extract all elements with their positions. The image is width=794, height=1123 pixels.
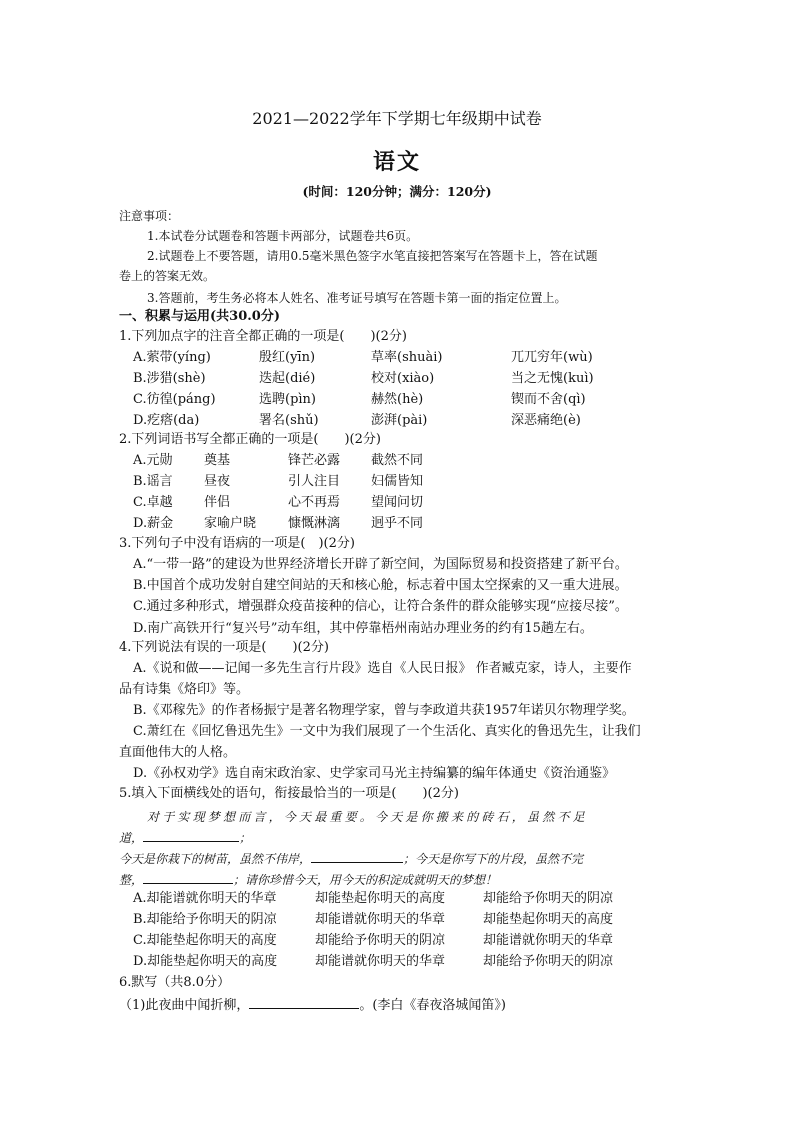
q1-a2: 殷红(yīn) bbox=[259, 350, 316, 365]
q1-b1: B.涉猎(shè) bbox=[133, 371, 206, 386]
q1-b2: 迭起(dié) bbox=[259, 371, 316, 386]
q5-passage-line2-end: ； bbox=[239, 831, 252, 845]
q2-stem: 2.下列词语书写全都正确的一项是( )(2分) bbox=[119, 432, 381, 447]
q5-passage-line4-text-a: 整， bbox=[119, 873, 144, 887]
q1-d3: 澎湃(pài) bbox=[371, 413, 428, 428]
q5-b2: 却能谱就你明天的华章 bbox=[315, 912, 446, 927]
q5-stem: 5.填入下面横线处的语句，衔接最恰当的一项是( )(2分) bbox=[119, 786, 459, 801]
q2-c1: C.卓越 bbox=[133, 495, 173, 510]
q2-a1: A.元勋 bbox=[133, 453, 173, 468]
notes-heading: 注意事项： bbox=[119, 209, 180, 223]
section-heading: 一、积累与运用(共30.0分) bbox=[119, 309, 280, 324]
q5-passage-line2 bbox=[119, 829, 251, 847]
q4-option-c-line2: 直面他伟大的人格。 bbox=[119, 745, 237, 760]
q6-stem: 6.默写（共8.0分） bbox=[119, 975, 231, 990]
q4-option-a-line2: 品有诗集《烙印》等。 bbox=[119, 682, 250, 697]
q3-option-d: D.南广高铁开行“复兴号”动车组，其中停靠梧州南站办理业务的约有15趟左右。 bbox=[133, 621, 593, 636]
q2-b3: 引人注目 bbox=[288, 474, 341, 489]
q6-item-1-source: 。(李白《春夜洛城闻笛》) bbox=[359, 998, 506, 1013]
note-1: 1.本试卷分试题卷和答题卡两部分，试题卷共6页。 bbox=[147, 229, 419, 243]
q2-d4: 迥乎不同 bbox=[371, 516, 424, 531]
q2-a4: 截然不同 bbox=[371, 453, 424, 468]
q2-c4: 望闻问切 bbox=[371, 495, 424, 510]
note-2a: 2.试题卷上不要答题，请用0.5毫米黑色签字水笔直接把答案写在答题卡上，答在试题 bbox=[147, 249, 598, 263]
q5-blank-2[interactable] bbox=[311, 850, 403, 863]
q5-b1: B.却能给予你明天的阴凉 bbox=[133, 912, 277, 927]
q1-a4: 兀兀穷年(wù) bbox=[511, 350, 593, 365]
q2-d3: 慷慨淋漓 bbox=[288, 516, 341, 531]
q1-a3: 草率(shuài) bbox=[371, 350, 443, 365]
q5-d2: 却能谱就你明天的华章 bbox=[315, 954, 446, 969]
q3-option-c: C.通过多种形式，增强群众疫苗接种的信心，让符合条件的群众能够实现“应接尽接”。 bbox=[133, 599, 628, 614]
q6-blank-1[interactable] bbox=[249, 996, 359, 1009]
q5-d1: D.却能垫起你明天的高度 bbox=[133, 954, 278, 969]
q2-a3: 锋芒必露 bbox=[288, 453, 341, 468]
q5-blank-3[interactable] bbox=[143, 871, 233, 884]
q1-c3: 赫然(hè) bbox=[371, 392, 424, 407]
q1-b3: 校对(xiào) bbox=[371, 371, 435, 386]
q4-option-d: D.《孙权劝学》选自南宋政治家、史学家司马光主持编纂的编年体通史《资治通鉴》 bbox=[133, 766, 616, 781]
q5-passage-line3-text-a: 今天是你栽下的树苗，虽然不伟岸， bbox=[119, 852, 312, 866]
q5-passage-line3-text-b: ；今天是你写下的片段，虽然不完 bbox=[403, 852, 584, 866]
q5-passage-line1: 对于实现梦想而言，今天最重要。今天是你搬来的砖石，虽然不足 bbox=[147, 810, 588, 824]
q3-option-a: A.“一带一路”的建设为世界经济增长开辟了新空间，为国际贸易和投资搭建了新平台。 bbox=[133, 557, 628, 572]
q5-c3: 却能谱就你明天的华章 bbox=[483, 933, 614, 948]
subject-title: 语文 bbox=[372, 149, 421, 175]
q4-option-b: B.《邓稼先》的作者杨振宁是著名物理学家，曾与李政道共获1957年诺贝尔物理学奖。 bbox=[133, 703, 635, 718]
q6-item-1 bbox=[119, 996, 506, 1015]
q4-option-c-line1: C.萧红在《回忆鲁迅先生》一文中为我们展现了一个生活化、真实化的鲁迅先生，让我们 bbox=[133, 724, 641, 739]
q5-passage-line3 bbox=[119, 850, 583, 868]
q2-b1: B.谣言 bbox=[133, 474, 173, 489]
q5-c2: 却能给予你明天的阴凉 bbox=[315, 933, 446, 948]
q5-a3: 却能给予你明天的阴凉 bbox=[483, 891, 614, 906]
q5-passage-line2-text: 道， bbox=[119, 831, 144, 845]
q5-passage-line4-text-b: ；请你珍惜今天，用今天的积淀成就明天的梦想！ bbox=[233, 873, 498, 887]
q2-d1: D.薪金 bbox=[133, 516, 174, 531]
q1-d2: 署名(shǔ) bbox=[259, 413, 319, 428]
q5-a1: A.却能谱就你明天的华章 bbox=[133, 891, 277, 906]
exam-title: 2021—2022学年下学期七年级期中试卷 bbox=[252, 109, 542, 128]
q1-c2: 选聘(pìn) bbox=[259, 392, 316, 407]
q4-option-a-line1: A.《说和做——记闻一多先生言行片段》选自《人民日报》 作者臧克家，诗人，主要作 bbox=[133, 661, 632, 676]
q1-d1: D.疙瘩(da) bbox=[133, 413, 200, 428]
q6-item-1-text: （1)此夜曲中闻折柳， bbox=[119, 998, 250, 1013]
q3-option-b: B.中国首个成功发射自建空间站的天和核心舱，标志着中国太空探索的又一重大进展。 bbox=[133, 578, 628, 593]
q2-d2: 家喻户晓 bbox=[204, 516, 257, 531]
note-3: 3.答题前，考生务必将本人姓名、准考证号填写在答题卡第一面的指定位置上。 bbox=[147, 291, 567, 305]
q4-stem: 4.下列说法有误的一项是( )(2分) bbox=[119, 640, 329, 655]
time-info: (时间：120分钟；满分：120分) bbox=[302, 184, 492, 199]
q3-stem: 3.下列句子中没有语病的一项是( )(2分) bbox=[119, 536, 355, 551]
q2-b2: 昼夜 bbox=[204, 474, 231, 489]
q5-d3: 却能给予你明天的阴凉 bbox=[483, 954, 614, 969]
q2-c2: 伴侣 bbox=[204, 495, 231, 510]
q5-passage-line4 bbox=[119, 871, 497, 889]
q2-c3: 心不再焉 bbox=[288, 495, 341, 510]
q5-blank-1[interactable] bbox=[143, 829, 239, 842]
q2-b4: 妇儒皆知 bbox=[371, 474, 424, 489]
q2-a2: 奠基 bbox=[204, 453, 231, 468]
q1-b4: 当之无愧(kuì) bbox=[511, 371, 594, 386]
q5-c1: C.却能垫起你明天的高度 bbox=[133, 933, 277, 948]
q1-c4: 锲而不舍(qì) bbox=[511, 392, 586, 407]
q5-b3: 却能垫起你明天的高度 bbox=[483, 912, 614, 927]
q1-stem: 1.下列加点字的注音全都正确的一项是( )(2分) bbox=[119, 329, 407, 344]
note-2b: 卷上的答案无效。 bbox=[119, 269, 216, 283]
q1-a1: A.萦带(yíng) bbox=[133, 350, 211, 365]
q1-d4: 深恶痛绝(è) bbox=[511, 413, 581, 428]
q5-a2: 却能垫起你明天的高度 bbox=[315, 891, 446, 906]
q1-c1: C.彷徨(páng) bbox=[133, 392, 216, 407]
